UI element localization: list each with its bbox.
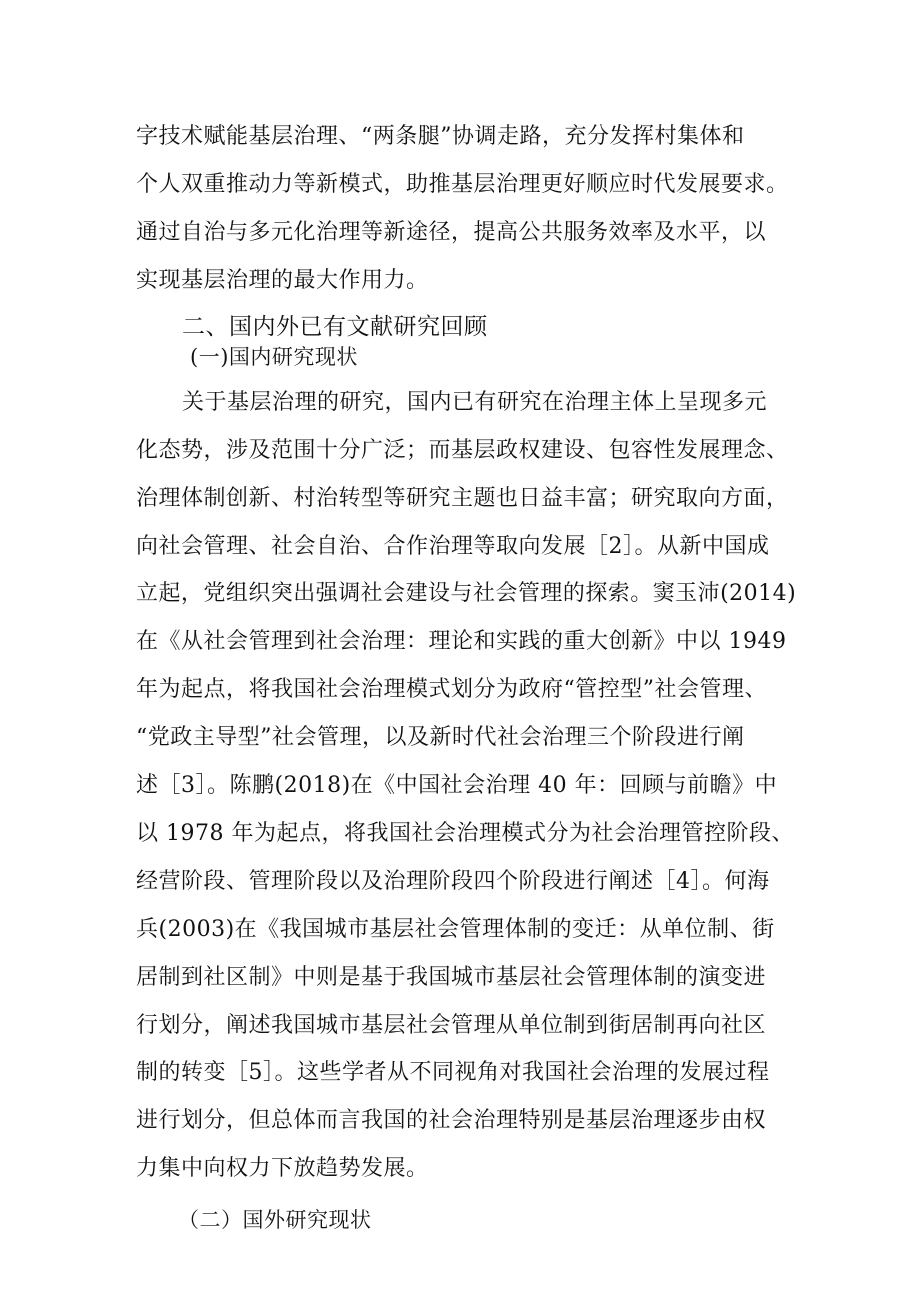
section-heading: 二、国内外已有文献研究回顾 [182, 314, 488, 340]
intro-line-2: 个人双重推动力等新模式，助推基层治理更好顺应时代发展要求。 [136, 172, 789, 197]
domestic-line-15: 制的转变［5］。这些学者从不同视角对我国社会治理的发展过程 [136, 1060, 770, 1085]
domestic-line-2: 化态势，涉及范围十分广泛；而基层政权建设、包容性发展理念、 [136, 438, 789, 463]
domestic-line-4: 向社会管理、社会自治、合作治理等取向发展［2］。从新中国成 [136, 534, 770, 559]
intro-line-4: 实现基层治理的最大作用力。 [136, 268, 429, 293]
domestic-line-9: 述［3］。陈鹏(2018)在《中国社会治理 40 年：回顾与前瞻》中 [136, 773, 778, 798]
domestic-line-6: 在《从社会管理到社会治理：理论和实践的重大创新》中以 1949 [136, 629, 787, 654]
domestic-line-5: 立起，党组织突出强调社会建设与社会管理的探索。窦玉沛(2014) [136, 581, 797, 606]
domestic-line-14: 行划分，阐述我国城市基层社会管理从单位制到街居制再向社区 [136, 1013, 767, 1038]
domestic-line-13: 居制到社区制》中则是基于我国城市基层社会管理体制的演变进 [136, 965, 767, 990]
subsection-heading-domestic: (一)国内研究现状 [190, 345, 358, 369]
intro-line-3: 通过自治与多元化治理等新途径，提高公共服务效率及水平，以 [136, 220, 767, 245]
subsection-heading-foreign: （二）国外研究现状 [178, 1208, 372, 1232]
domestic-line-1: 关于基层治理的研究，国内已有研究在治理主体上呈现多元 [182, 390, 768, 415]
domestic-line-11: 经营阶段、管理阶段以及治理阶段四个阶段进行阐述［4］。何海 [136, 869, 770, 894]
domestic-line-8: “党政主导型”社会管理，以及新时代社会治理三个阶段进行阐 [136, 725, 745, 750]
intro-line-1: 字技术赋能基层治理、“两条腿”协调走路，充分发挥村集体和 [136, 124, 745, 149]
domestic-line-16: 进行划分，但总体而言我国的社会治理特别是基层治理逐步由权 [136, 1108, 767, 1133]
domestic-line-10: 以 1978 年为起点，将我国社会治理模式分为社会治理管控阶段、 [136, 821, 794, 846]
domestic-line-17: 力集中向权力下放趋势发展。 [136, 1156, 429, 1181]
domestic-line-3: 治理体制创新、村治转型等研究主题也日益丰富；研究取向方面， [136, 486, 789, 511]
domestic-line-12: 兵(2003)在《我国城市基层社会管理体制的变迁：从单位制、街 [136, 917, 775, 942]
domestic-line-7: 年为起点，将我国社会治理模式划分为政府“管控型”社会管理、 [136, 677, 767, 702]
